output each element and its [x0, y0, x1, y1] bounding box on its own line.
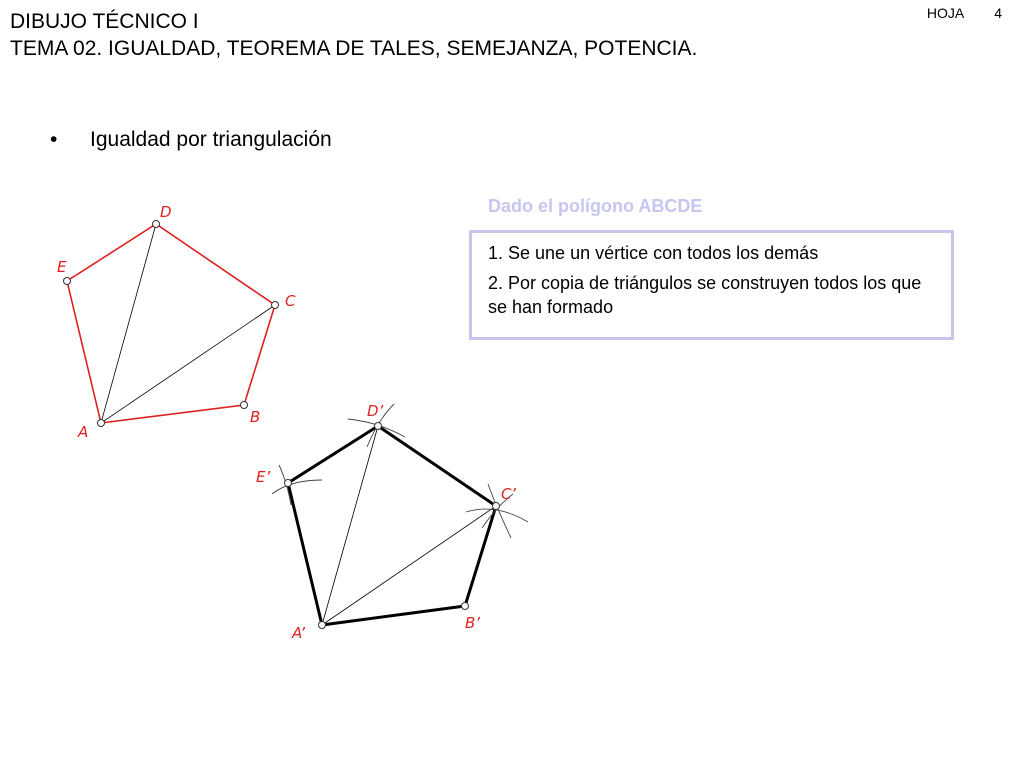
construction-arcs [272, 404, 528, 538]
sheet-label: HOJA [926, 5, 965, 21]
label-b-prime: B’ [465, 614, 481, 632]
vertex-e-prime [285, 480, 292, 487]
vertex-d [153, 221, 160, 228]
bullet-text: Igualdad por triangulación [90, 128, 332, 151]
step-1: 1. Se une un vértice con todos los demás [488, 243, 819, 263]
original-polygon-edges [67, 224, 275, 423]
bullet-dot: • [50, 128, 58, 151]
vertex-a [98, 420, 105, 427]
label-a: A [78, 423, 89, 441]
copied-polygon [256, 402, 528, 642]
diagonal-a2-c2 [322, 506, 496, 625]
label-e: E [57, 258, 67, 276]
arc-e-1 [272, 480, 322, 494]
label-d-prime: D’ [367, 402, 384, 420]
step-2: 2. Por copia de triángulos se construyen todos los que se han formado [488, 273, 922, 317]
vertex-c-prime [493, 503, 500, 510]
given-caption: Dado el polígono ABCDE [488, 196, 703, 216]
vertex-d-prime [375, 423, 382, 430]
sheet-number: 4 [994, 5, 1002, 21]
label-c-prime: C’ [501, 485, 516, 503]
vertex-b-prime [462, 603, 469, 610]
label-e-prime: E’ [256, 468, 271, 486]
topic-title: TEMA 02. IGUALDAD, TEOREMA DE TALES, SEMEJANZA, POTENCIA. [10, 37, 698, 60]
label-d: D [160, 203, 172, 221]
diagonal-a-c [101, 305, 275, 423]
label-a-prime: A’ [292, 624, 306, 642]
label-b: B [250, 408, 261, 426]
course-title: DIBUJO TÉCNICO I [10, 10, 199, 33]
original-polygon [57, 203, 296, 441]
vertex-a-prime [319, 622, 326, 629]
vertex-e [64, 278, 71, 285]
vertex-b [241, 402, 248, 409]
copied-polygon-edges [288, 426, 496, 625]
label-c: C [285, 292, 296, 310]
vertex-c [272, 302, 279, 309]
